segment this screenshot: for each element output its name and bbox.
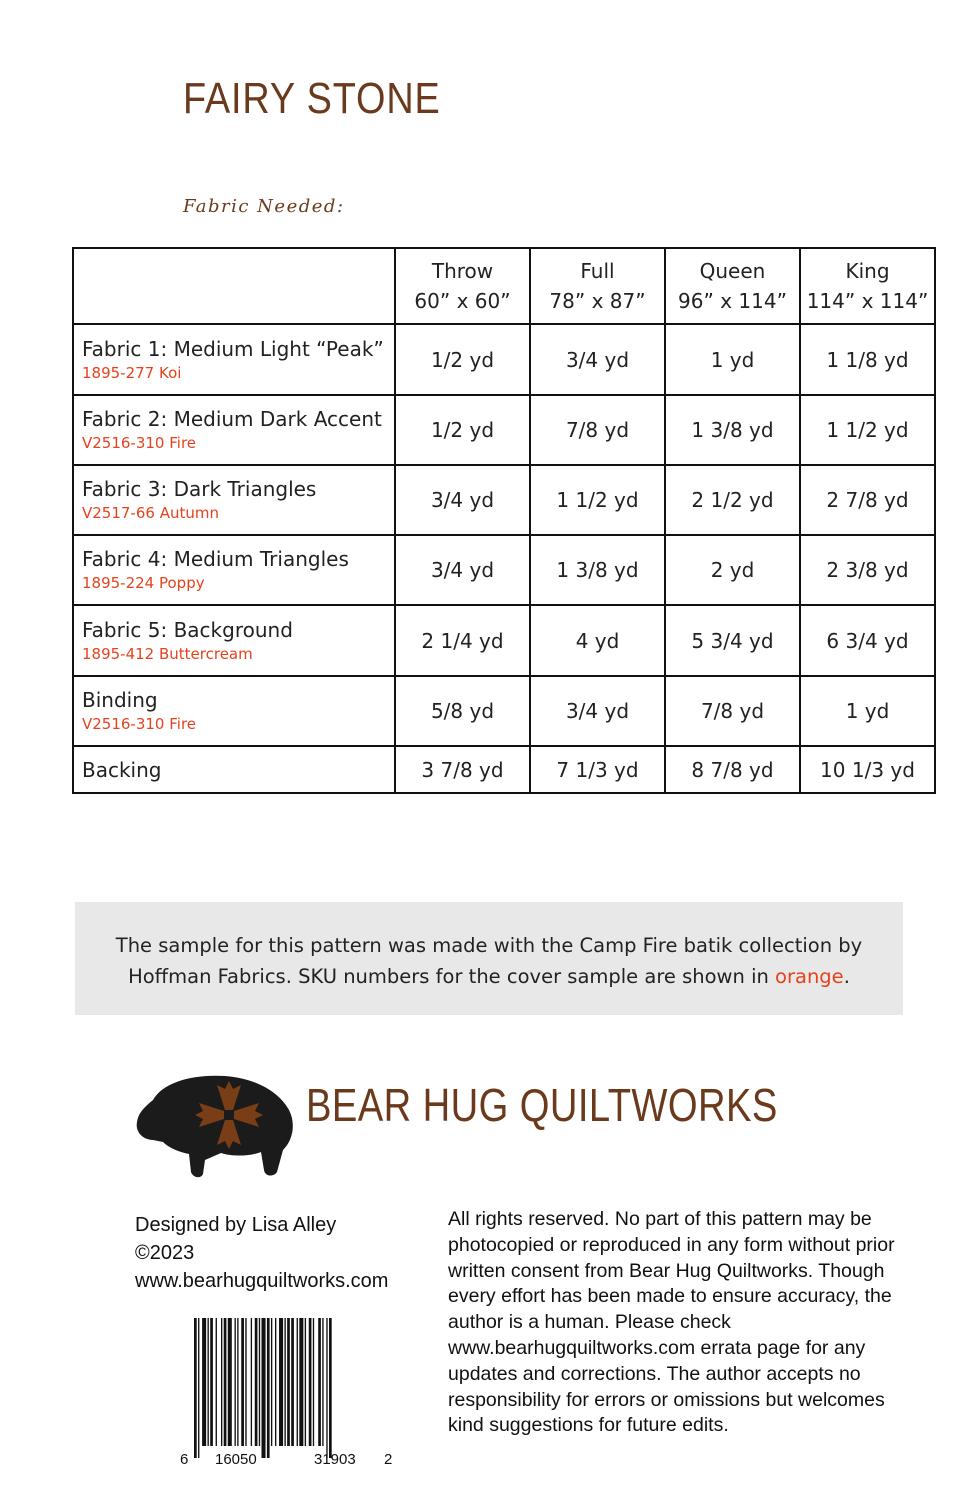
row-label-cell (73, 676, 395, 746)
yardage-cell: 7/8 yd (665, 676, 800, 746)
table-row (73, 324, 935, 395)
yardage-cell: 1/2 yd (395, 395, 530, 465)
sample-note-box (75, 902, 903, 1015)
yardage-cell: 1/2 yd (395, 324, 530, 395)
row-label-cell (73, 605, 395, 676)
yardage-cell: 1 1/8 yd (800, 324, 935, 395)
yardage-cell: 8 7/8 yd (665, 746, 800, 793)
barcode-digit: 6 (180, 1451, 189, 1468)
column-name: Queen (699, 259, 766, 283)
table-row (73, 535, 935, 605)
row-label-cell (73, 324, 395, 395)
yardage-cell: 5/8 yd (395, 676, 530, 746)
yardage-cell: 6 3/4 yd (800, 605, 935, 676)
fabric-name: Fabric 1: Medium Light “Peak” (82, 336, 384, 361)
yardage-cell: 3/4 yd (395, 535, 530, 605)
fabric-name: Binding (82, 688, 158, 712)
table-row (73, 605, 935, 676)
table-corner-cell (73, 248, 395, 324)
note-period: . (843, 965, 850, 988)
fabric-needed-heading: Fabric Needed: (183, 196, 345, 217)
note-line: The sample for this pattern was made with the Camp Fire batik collection by (115, 934, 863, 957)
table-row (73, 465, 935, 535)
yardage-cell: 7 1/3 yd (530, 746, 665, 793)
brand-name: BEAR HUG QUILTWORKS (306, 1079, 778, 1131)
designer-info (135, 1211, 388, 1295)
yardage-cell: 1 yd (665, 324, 800, 395)
table-row (73, 395, 935, 465)
barcode-digits-left: 16050 (215, 1451, 257, 1468)
yardage-cell: 2 3/8 yd (800, 535, 935, 605)
fabric-sku: V2516-310 Fire (82, 715, 197, 733)
column-size: 96” x 114” (678, 289, 787, 313)
yardage-cell: 3 7/8 yd (395, 746, 530, 793)
fabric-sku: 1895-412 Buttercream (82, 644, 253, 663)
table-header-row (73, 248, 935, 324)
yardage-cell: 1 yd (800, 676, 935, 746)
column-size: 78” x 87” (549, 289, 646, 313)
column-header-full (530, 248, 665, 324)
barcode-check-digit: 2 (384, 1451, 393, 1468)
column-name: Throw (431, 259, 494, 283)
note-text: Hoffman Fabrics. SKU numbers for the cover sample are shown in (128, 965, 776, 988)
fabric-sku: V2516-310 Fire (82, 434, 197, 452)
fabric-sku: 1895-224 Poppy (82, 574, 205, 592)
fabric-name: Fabric 5: Background (82, 617, 293, 642)
yardage-cell: 3/4 yd (530, 324, 665, 395)
table-row (73, 746, 935, 793)
yardage-cell: 1 1/2 yd (530, 465, 665, 535)
column-size: 60” x 60” (414, 289, 511, 313)
yardage-cell: 2 yd (665, 535, 800, 605)
yardage-cell: 2 7/8 yd (800, 465, 935, 535)
copyright-year: ©2023 (135, 1242, 195, 1264)
fabric-sku: 1895-277 Koi (82, 363, 182, 382)
row-label-cell (73, 535, 395, 605)
fabric-name: Backing (82, 757, 162, 782)
yardage-cell: 2 1/2 yd (665, 465, 800, 535)
row-label-cell (73, 465, 395, 535)
yardage-cell: 7/8 yd (530, 395, 665, 465)
note-orange-word: orange (775, 965, 844, 988)
designer-name: Designed by Lisa Alley (135, 1214, 337, 1236)
fabric-name: Fabric 3: Dark Triangles (82, 477, 317, 501)
yardage-cell: 10 1/3 yd (800, 746, 935, 793)
yardage-cell: 3/4 yd (395, 465, 530, 535)
column-size: 114” x 114” (806, 289, 929, 313)
row-label-cell (73, 746, 395, 793)
website-url: www.bearhugquiltworks.com (135, 1270, 389, 1292)
column-header-queen (665, 248, 800, 324)
rights-notice: All rights reserved. No part of this pattern may be photocopied or reproduced in any form without prior written consent from Bear Hug Quiltworks. Though every effort has been made to ensure accuracy, the author is a human. Please check www.bearhugquiltworks.com errata page for any updates and corrections. The author accepts no responsibility for errors or omissions but welcomes kind suggestions for future edits. (448, 1208, 895, 1437)
row-label-cell (73, 395, 395, 465)
fabric-sku: V2517-66 Autumn (82, 504, 219, 522)
column-header-king (800, 248, 935, 324)
bear-logo-icon (133, 1060, 298, 1180)
note-line (75, 961, 903, 992)
yardage-cell: 1 3/8 yd (530, 535, 665, 605)
yardage-cell: 3/4 yd (530, 676, 665, 746)
pattern-title: FAIRY STONE (183, 74, 441, 123)
column-name: King (845, 259, 890, 283)
yardage-cell: 5 3/4 yd (665, 605, 800, 676)
yardage-cell: 4 yd (530, 605, 665, 676)
barcode-digits-right: 31903 (314, 1451, 356, 1468)
fabric-requirements-table (72, 247, 936, 794)
fabric-name: Fabric 2: Medium Dark Accent (82, 407, 382, 431)
fabric-name: Fabric 4: Medium Triangles (82, 547, 349, 571)
yardage-cell: 1 1/2 yd (800, 395, 935, 465)
column-header-throw (395, 248, 530, 324)
column-name: Full (580, 259, 615, 283)
barcode-icon (178, 1318, 400, 1478)
yardage-cell: 1 3/8 yd (665, 395, 800, 465)
table-row (73, 676, 935, 746)
yardage-cell: 2 1/4 yd (395, 605, 530, 676)
